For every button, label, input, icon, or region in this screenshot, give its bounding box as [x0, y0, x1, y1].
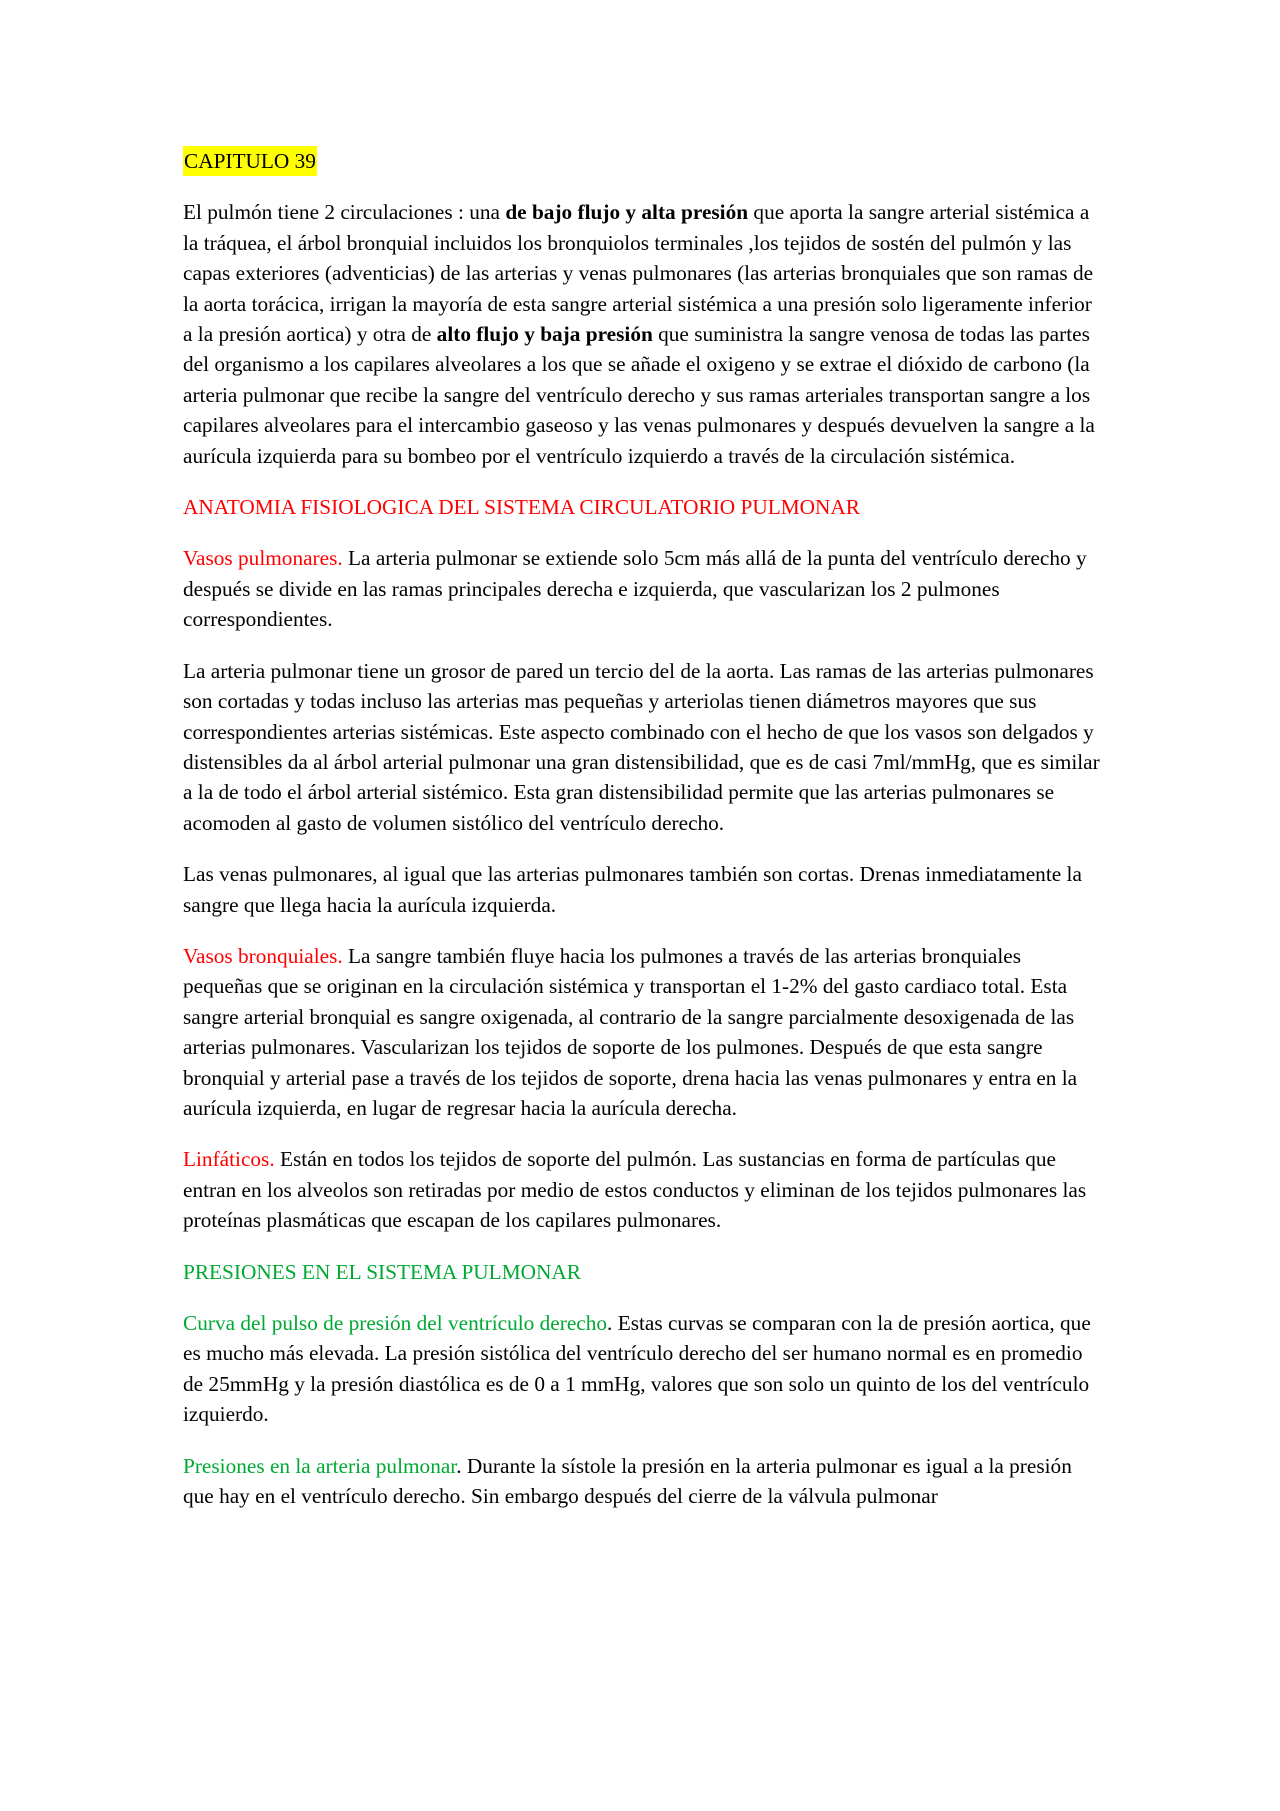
paragraph-linfaticos [183, 1144, 1105, 1235]
paragraph-presiones-arteria [183, 1451, 1105, 1512]
text-presiones-arteria: . Durante la sístole la presión en la arteria pulmonar es igual a la presión que hay en el ventrículo derecho. Sin embargo después del cierre de la válvula pulmonar [183, 1453, 1072, 1509]
text-linfaticos: Están en todos los tejidos de soporte del pulmón. Las sustancias en forma de partículas que entran en los alveolos son retiradas por medio de estos conductos y eliminan de los tejidos pulmonares las proteínas plasmáticas que escapan de los capilares pulmonares. [183, 1147, 1087, 1233]
section-heading-presiones: PRESIONES EN EL SISTEMA PULMONAR [183, 1259, 581, 1284]
intro-paragraph [183, 197, 1105, 471]
label-presiones-arteria: Presiones en la arteria pulmonar [183, 1453, 457, 1478]
label-curva-pulso: Curva del pulso de presión del ventrículo derecho [183, 1311, 608, 1335]
section-heading-anatomia: ANATOMIA FISIOLOGICA DEL SISTEMA CIRCULATORIO PULMONAR [183, 495, 861, 520]
paragraph-vasos-pulmonares [183, 543, 1105, 634]
chapter-title: CAPITULO 39 [183, 146, 317, 176]
text-vasos-bronquiales: La sangre también fluye hacia los pulmones a través de las arterias bronquiales pequeñas que se originan en la circulación sistémica y transportan el 1-2% del gasto cardiaco total. Esta sangre arterial bronquial es sangre oxigenada, al contrario de la sangre parcialmente desoxigenada de las arterias pulmonares. Vascularizan los tejidos de soporte de los pulmones. Después de que esta sangre bronquial y arterial pase a través de los tejidos de soporte, drena hacia las venas pulmonares y entra en la aurícula izquierda, en lugar de regresar hacia la aurícula derecha. [183, 943, 1078, 1120]
intro-bold-2: alto flujo y baja presión [436, 322, 653, 347]
paragraph-venas-pulmonares: Las venas pulmonares, al igual que las arterias pulmonares también son cortas. Drenas inmediatamente la sangre que llega hacia la aurícula izquierda. [183, 862, 1082, 917]
text-vasos-pulmonares: La arteria pulmonar se extiende solo 5cm más allá de la punta del ventrículo derecho y después se divide en las ramas principales derecha e izquierda, que vascularizan los 2 pulmones correspondientes. [183, 546, 1087, 632]
intro-bold-1: de bajo flujo y alta presión [505, 200, 749, 225]
document-body [183, 146, 1105, 1532]
intro-text-3: que suministra la sangre venosa de todas las partes del organismo a los capilares alveolares a los que se añade el oxigeno y se extrae el dióxido de carbono (la arteria pulmonar que recibe la sangre del ventrículo derecho y sus ramas arteriales transportan sangre a los capilares alveolares para el intercambio gaseoso y las venas pulmonares y después devuelven la sangre a la aurícula izquierda para su bombeo por el ventrículo izquierdo a través de la circulación sistémica. [183, 322, 1095, 468]
label-vasos-pulmonares: Vasos pulmonares. [183, 546, 343, 571]
intro-text-1: El pulmón tiene 2 circulaciones : una [183, 200, 506, 225]
paragraph-vasos-bronquiales [183, 941, 1105, 1123]
chapter-title-paragraph [183, 146, 1105, 176]
label-vasos-bronquiales: Vasos bronquiales. [183, 943, 343, 968]
label-linfaticos: Linfáticos. [183, 1147, 275, 1172]
intro-text-2: que aporta la sangre arterial sistémica a la tráquea, el árbol bronquial incluidos los bronquiolos terminales ,los tejidos de sostén del pulmón y las capas exteriores (adventicias) de las arterias y venas pulmonares (las arterias bronquiales que son ramas de la aorta torácica, irrigan la mayoría de esta sangre arterial sistémica a una presión solo ligeramente inferior a la presión aortica) y otra de [183, 200, 1094, 347]
paragraph-arteria-pulmonar: La arteria pulmonar tiene un grosor de pared un tercio del de la aorta. Las ramas de las arterias pulmonares son cortadas y todas incluso las arterias mas pequeñas y arteriolas tienen diámetros mayores que sus correspondientes arterias sistémicas. Este aspecto combinado con el hecho de que los vasos son delgados y distensibles da al árbol arterial pulmonar una gran distensibilidad, que es de casi 7ml/mmHg, que es similar a la de todo el árbol arterial sistémico. Esta gran distensibilidad permite que las arterias pulmonares se acomoden al gasto de volumen sistólico del ventrículo derecho. [183, 658, 1100, 835]
paragraph-curva-pulso [183, 1308, 1105, 1430]
text-curva-pulso: . Estas curvas se comparan con la de presión aortica, que es mucho más elevada. La presión sistólica del ventrículo derecho del ser humano normal es en promedio de 25mmHg y la presión diastólica es de 0 a 1 mmHg, valores que son solo un quinto de los del ventrículo izquierdo. [183, 1311, 1091, 1427]
